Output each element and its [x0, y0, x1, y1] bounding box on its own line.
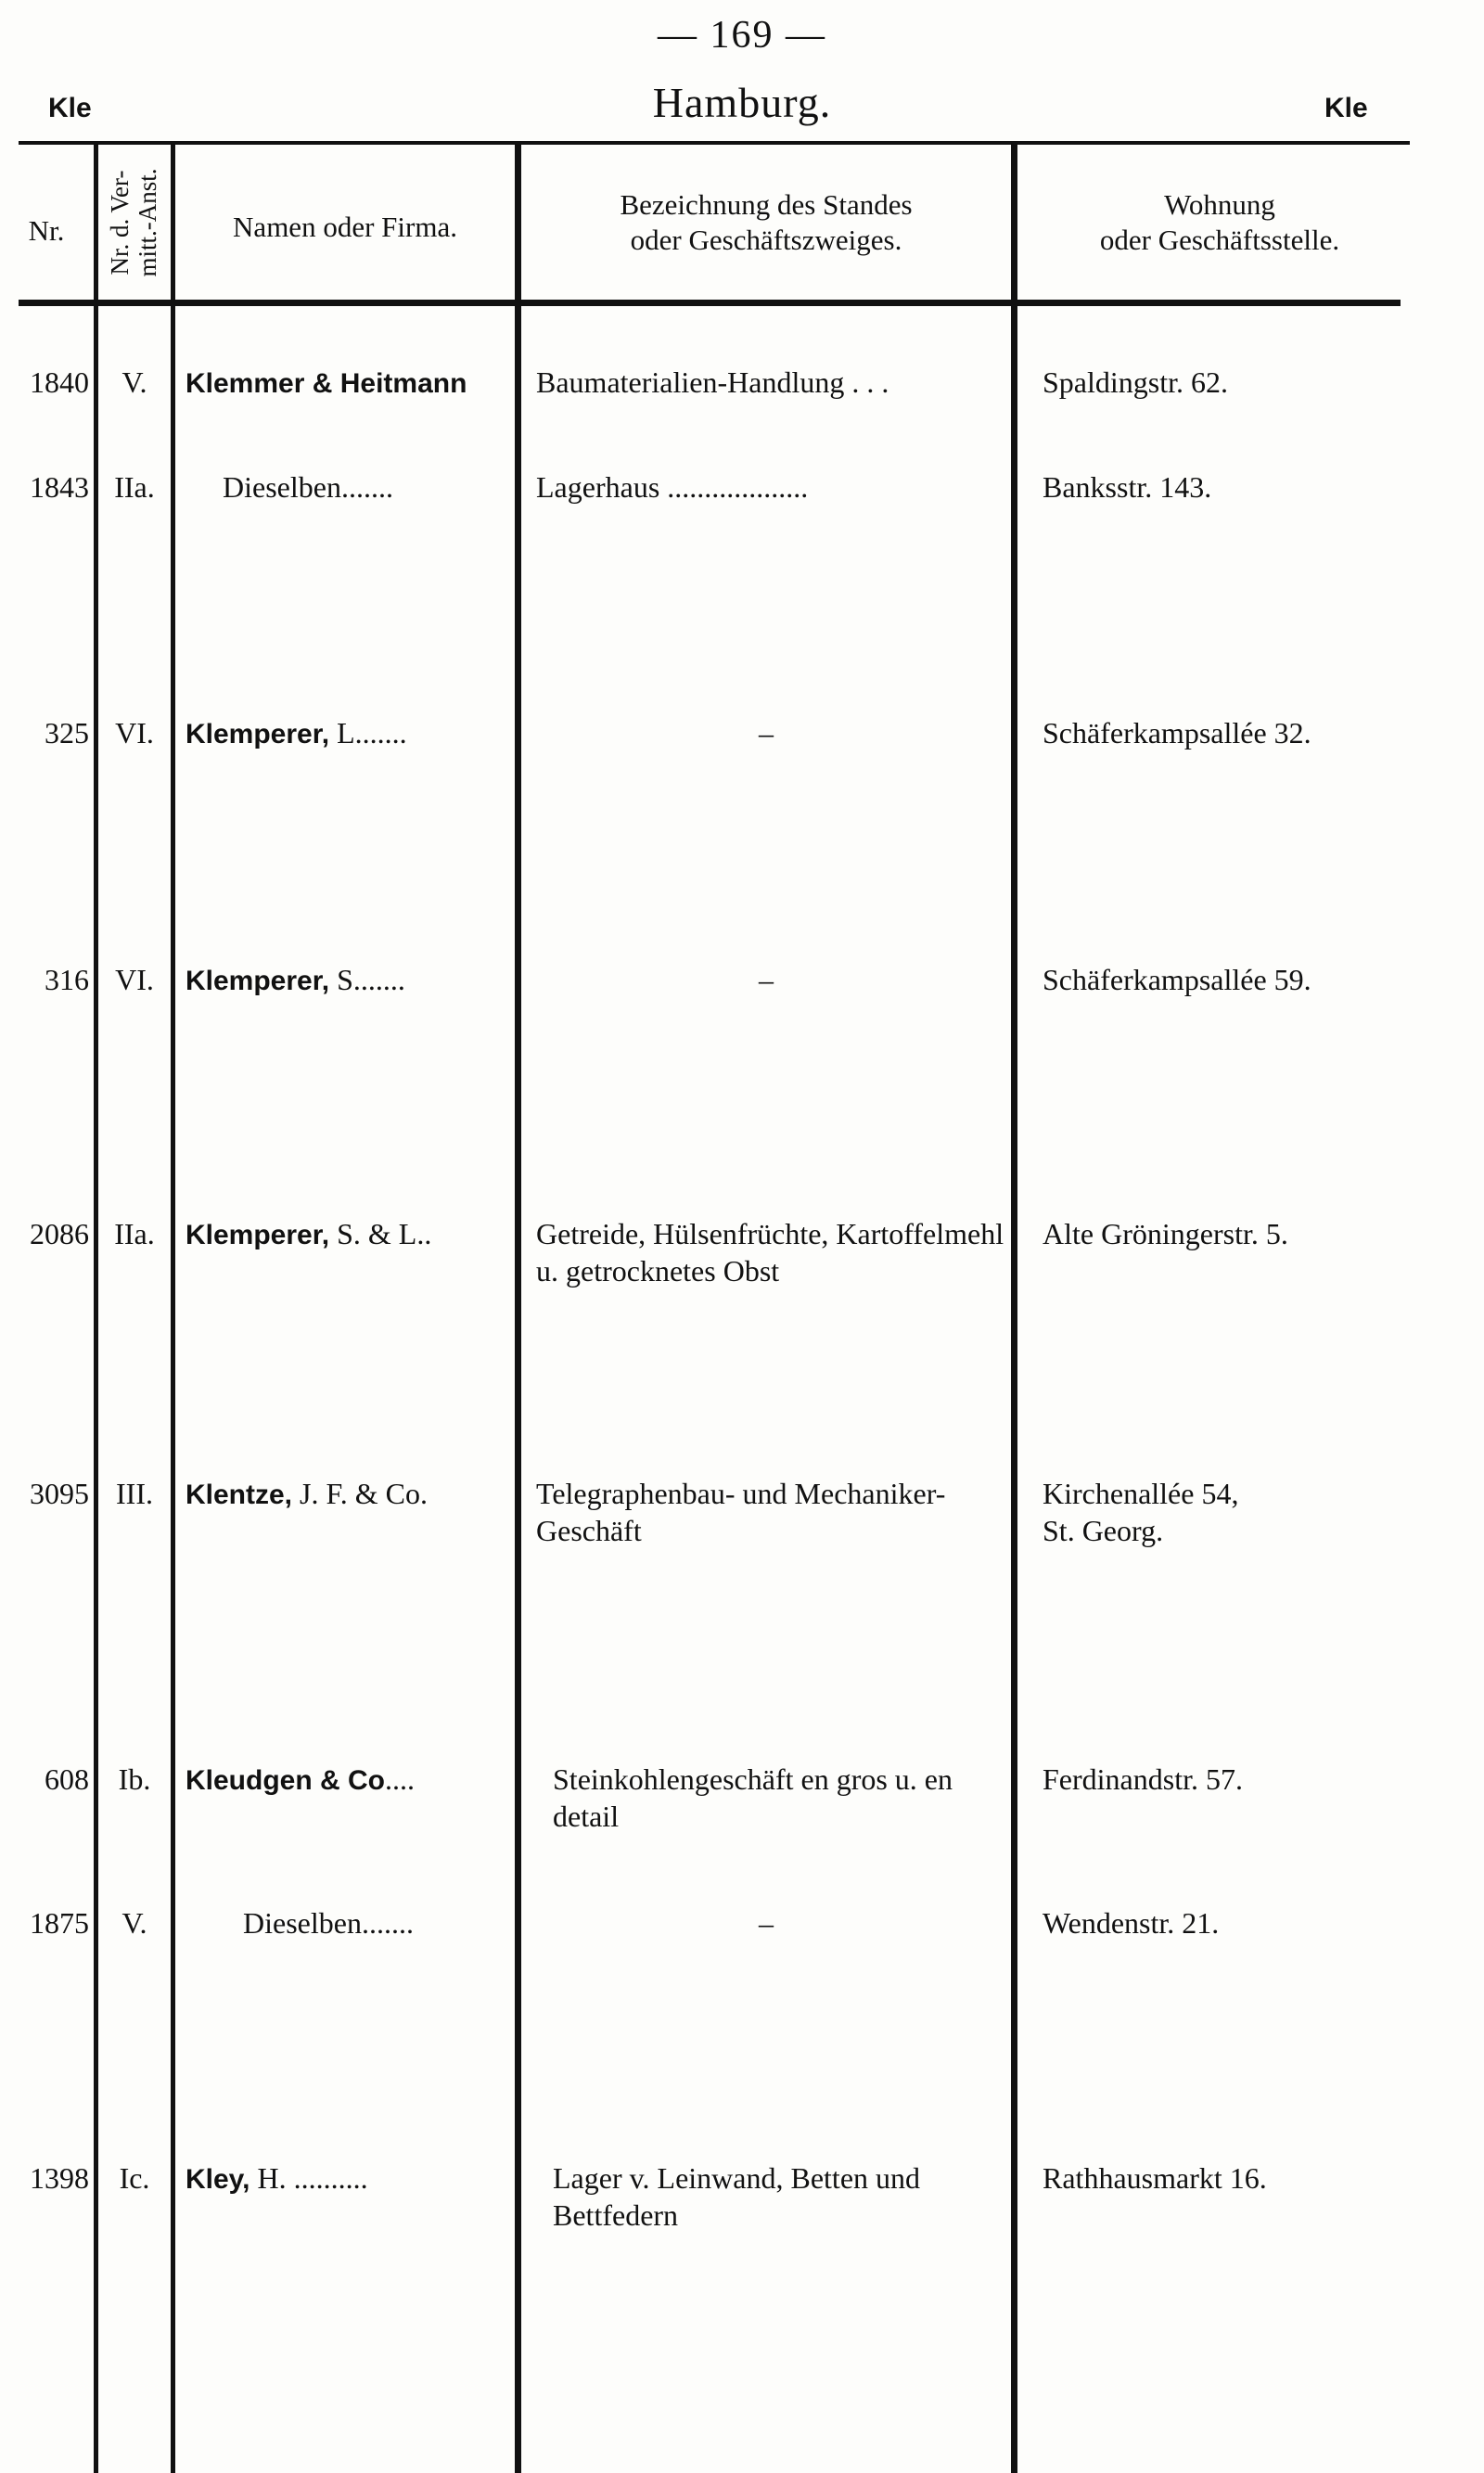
entry-name — [186, 1215, 521, 1254]
entry-vermitt: Ic. — [119, 2161, 150, 2195]
entry-stand: – — [759, 716, 774, 750]
catchword-left: Kle — [48, 93, 92, 123]
column-header-wohnung: Wohnung oder Geschäftsstelle. — [1099, 188, 1340, 256]
entry-firm: Klemperer, — [186, 719, 330, 750]
entry-name-rest: L....... — [329, 716, 407, 750]
entry-address: Schäferkampsallée 59. — [1043, 963, 1311, 996]
entry-name — [186, 1475, 521, 1514]
catchword-right: Kle — [1324, 93, 1368, 123]
entry-stand: Lagerhaus ................... — [536, 470, 809, 504]
entry-name — [186, 364, 521, 403]
entry-vermitt: IIa. — [114, 1217, 155, 1250]
entry-vermitt: VI. — [115, 716, 154, 750]
entry-name-rest: .... — [385, 1762, 415, 1796]
column-header-vermitt — [96, 148, 171, 297]
entry-number: 325 — [45, 716, 89, 750]
entry-firm: Klemperer, — [186, 1220, 330, 1250]
entry-number: 1843 — [30, 470, 89, 504]
entry-vermitt: III. — [116, 1477, 153, 1510]
entry-name — [186, 2159, 521, 2198]
column-divider — [1011, 144, 1017, 2473]
entry-name — [186, 1761, 521, 1800]
entry-address: Schäferkampsallée 32. — [1043, 716, 1311, 750]
entry-name — [223, 468, 558, 507]
entry-name-rest: H. .......... — [249, 2161, 368, 2195]
entry-name-rest: Dieselben....... — [223, 470, 393, 504]
entry-address: Ferdinandstr. 57. — [1043, 1762, 1243, 1796]
entry-number: 3095 — [30, 1477, 89, 1510]
entry-number: 2086 — [30, 1217, 89, 1250]
header-top-rule — [19, 141, 1410, 145]
entry-stand: – — [759, 1906, 774, 1940]
entry-stand: Lager v. Leinwand, Betten und Bettfedern — [553, 2161, 921, 2232]
entry-name-rest: S. & L.. — [329, 1217, 432, 1250]
entry-stand: Getreide, Hülsenfrüchte, Kartoffelmehl u. getrocknetes Obst — [536, 1217, 1004, 1288]
column-header-name: Namen oder Firma. — [233, 211, 457, 243]
column-header-nr: Nr. — [28, 214, 65, 247]
entry-stand: Steinkohlengeschäft en gros u. en detail — [553, 1762, 953, 1833]
entry-address: Alte Gröningerstr. 5. — [1043, 1217, 1288, 1250]
entry-address: Wendenstr. 21. — [1043, 1906, 1220, 1940]
entry-name — [186, 961, 521, 1000]
entry-number: 1840 — [30, 365, 89, 399]
entry-address: Spaldingstr. 62. — [1043, 365, 1229, 399]
entry-vermitt: IIa. — [114, 470, 155, 504]
column-header-vermitt-label: Nr. d. Ver- mitt.-Anst. — [106, 168, 161, 277]
entry-name-rest: S....... — [329, 963, 405, 996]
entry-stand: Baumaterialien-Handlung . . . — [536, 365, 889, 399]
page-number: — 169 — — [658, 14, 826, 57]
entry-name-rest: J. F. & Co. — [292, 1477, 428, 1510]
entry-number: 1398 — [30, 2161, 89, 2195]
page-title: Hamburg. — [652, 79, 832, 126]
entry-stand: Telegraphenbau- und Mechaniker-Geschäft — [536, 1477, 946, 1547]
entry-address: Rathhausmarkt 16. — [1043, 2161, 1267, 2195]
entry-address: Banksstr. 143. — [1043, 470, 1212, 504]
entry-vermitt: VI. — [115, 963, 154, 996]
entry-stand: – — [759, 963, 774, 996]
header-bottom-rule — [19, 300, 1401, 306]
entry-firm: Kleudgen & Co — [186, 1765, 385, 1796]
entry-firm: Kley, — [186, 2164, 250, 2195]
entry-firm: Klemperer, — [186, 966, 330, 996]
entry-vermitt: V. — [122, 365, 147, 399]
entry-firm: Klentze, — [186, 1480, 293, 1510]
column-header-stand: Bezeichnung des Standes oder Geschäftszweiges. — [620, 188, 913, 256]
entry-name-rest: Dieselben....... — [243, 1906, 414, 1940]
entry-name — [186, 714, 521, 753]
column-divider — [171, 144, 175, 2473]
entry-number: 608 — [45, 1762, 89, 1796]
entry-vermitt: Ib. — [118, 1762, 151, 1796]
entry-firm: Klemmer & Heitmann — [186, 368, 467, 399]
entry-number: 316 — [45, 963, 89, 996]
column-divider — [94, 144, 98, 2473]
entry-number: 1875 — [30, 1906, 89, 1940]
entry-vermitt: V. — [122, 1906, 147, 1940]
entry-address: Kirchenallée 54, St. Georg. — [1043, 1477, 1239, 1547]
